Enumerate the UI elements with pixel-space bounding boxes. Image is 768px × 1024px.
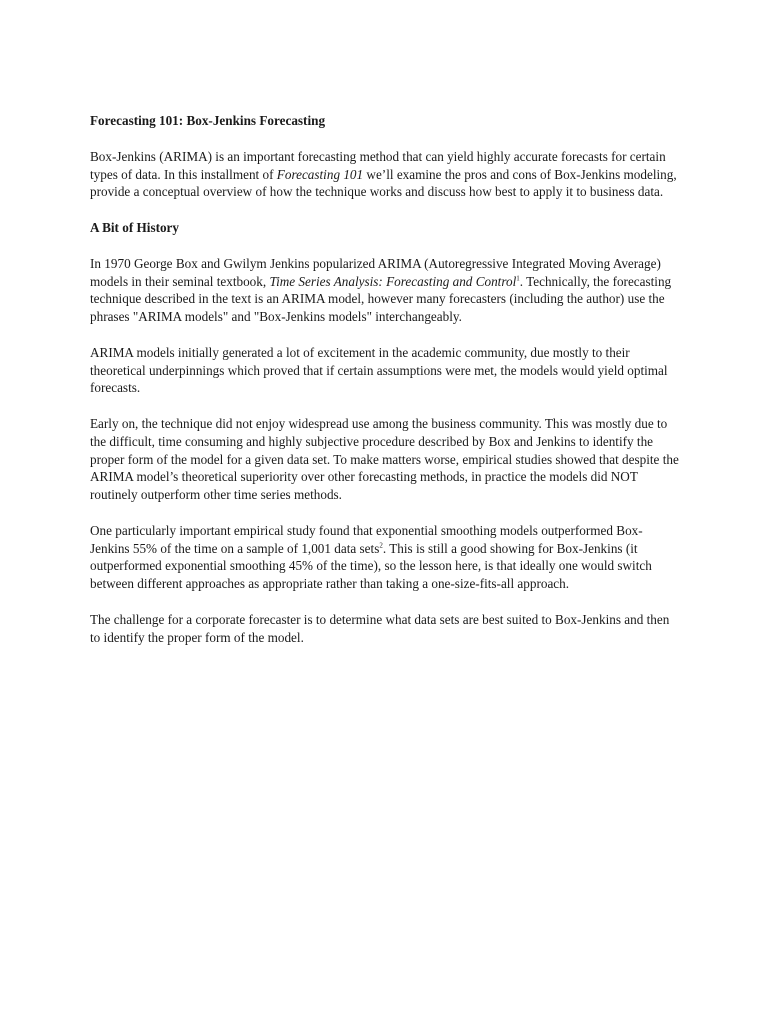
intro-text-2: we’ll examine the pros and cons of Box-Jenkins modeling, provide a conceptual overview of how the technique works and discuss how best to apply it to business data. (90, 166, 677, 200)
intro-paragraph (90, 148, 680, 201)
history-p4-text-1: One particularly important empirical study found that exponential smoothing models outperformed Box-Jenkins 55% of the time on a sample of 1,001 data sets (90, 522, 643, 556)
intro-text-1: Box-Jenkins (ARIMA) is an important forecasting method that can yield highly accurate forecasts for certain types of data. In this installment of (90, 148, 666, 182)
document-page (90, 112, 680, 664)
history-paragraph-3: Early on, the technique did not enjoy widespread use among the business community. This was mostly due to the difficult, time consuming and highly subjective procedure described by Box and Jenkins to identify the proper form of the model for a given data set. To make matters worse, empirical studies showed that despite the ARIMA model’s theoretical superiority over other forecasting methods, in practice the models did NOT routinely outperform other time series methods. (90, 415, 679, 503)
document-title: Forecasting 101: Box-Jenkins Forecasting (90, 113, 326, 128)
history-paragraph-2: ARIMA models initially generated a lot of excitement in the academic community, due mostly to their theoretical underpinnings which proved that if certain assumptions were met, the models would yield optimal forecasts. (90, 344, 668, 396)
history-p1-text-2: . Technically, the forecasting technique described in the text is an ARIMA model, however many forecasters (including the author) use the phrases "ARIMA models" and "Box-Jenkins models" interchangeably. (90, 273, 672, 325)
intro-italic: Forecasting 101 (276, 166, 364, 182)
section-heading: A Bit of History (90, 219, 180, 235)
footnote-marker-1: 1 (516, 274, 520, 283)
history-p4-text-2: . This is still a good showing for Box-Jenkins (it outperformed exponential smoothing 45% of the time), so the lesson here, is that ideally one would switch between different approaches as appropriate rather than taking a one-size-fits-all approach. (90, 540, 652, 592)
history-paragraph-4 (90, 522, 680, 593)
history-paragraph-1 (90, 255, 680, 326)
footnote-marker-2: 2 (379, 541, 383, 550)
history-p1-text-1: In 1970 George Box and Gwilym Jenkins popularized ARIMA (Autoregressive Integrated Moving Average) models in their seminal textbook, (90, 255, 661, 289)
history-p1-italic: Time Series Analysis: Forecasting and Control (269, 273, 517, 289)
history-paragraph-5: The challenge for a corporate forecaster is to determine what data sets are best suited to Box-Jenkins and then to identify the proper form of the model. (90, 611, 670, 645)
